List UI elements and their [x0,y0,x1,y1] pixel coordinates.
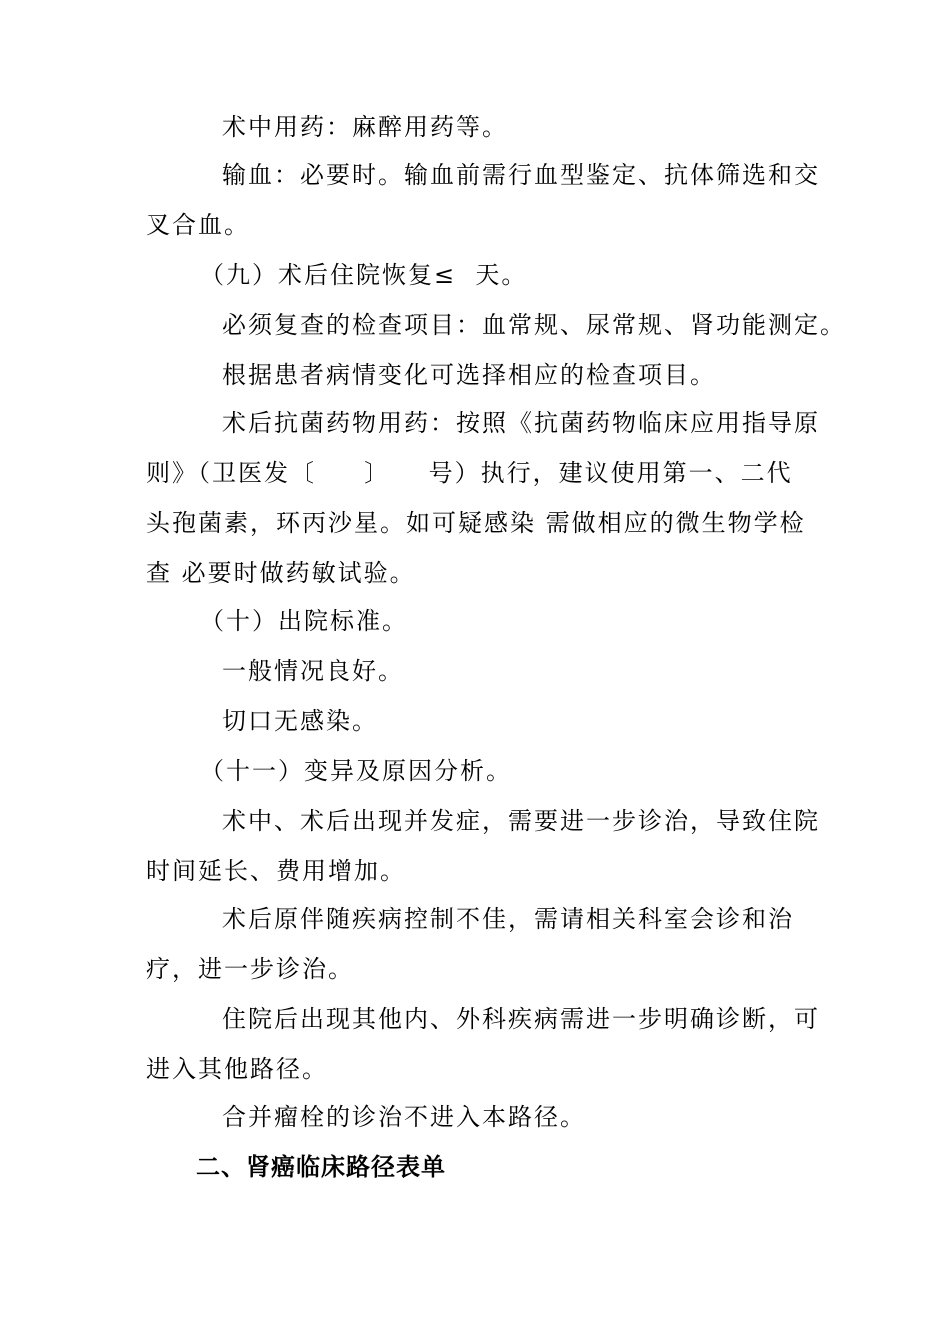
text-line-transfusion-cont: 叉合血。 [146,211,250,239]
text-line-tumor-thrombus: 合并瘤栓的诊治不进入本路径。 [222,1103,586,1131]
text-line-complications: 术中、术后出现并发症，需要进一步诊治，导致住院 [222,807,820,835]
text-line-intraop-medication: 术中用药：麻醉用药等。 [222,113,508,141]
text-line-recovery-days: （九）术后住院恢复≤ 天。 [200,261,528,289]
text-line-optional-tests: 根据患者病情变化可选择相应的检查项目。 [222,361,716,389]
text-line-transfusion: 输血：必要时。输血前需行血型鉴定、抗体筛选和交 [222,161,820,189]
text-line-antibiotics-cont-1: 则》（卫医发〔 〕 号）执行，建议使用第一、二代 [146,459,793,487]
text-line-discharge-standard: （十）出院标准。 [200,607,408,635]
text-line-antibiotics: 术后抗菌药物用药：按照《抗菌药物临床应用指导原 [222,409,820,437]
text-line-incision: 切口无感染。 [222,707,378,735]
text-line-required-tests: 必须复查的检查项目：血常规、尿常规、肾功能测定。 [222,311,846,339]
text-line-other-diseases: 住院后出现其他内、外科疾病需进一步明确诊断，可 [222,1005,820,1033]
text-line-variation-analysis: （十一）变异及原因分析。 [200,757,512,785]
text-line-antibiotics-cont-2: 头孢菌素，环丙沙星。如可疑感染 需做相应的微生物学检 [146,509,806,537]
text-line-other-diseases-cont: 进入其他路径。 [146,1055,328,1083]
text-line-general-condition: 一般情况良好。 [222,657,404,685]
text-line-complications-cont: 时间延长、费用增加。 [146,857,406,885]
text-line-comorbidity: 术后原伴随疾病控制不佳，需请相关科室会诊和治 [222,905,794,933]
text-line-comorbidity-cont: 疗，进一步诊治。 [146,955,354,983]
text-line-antibiotics-cont-3: 查 必要时做药敏试验。 [146,559,416,587]
section-heading: 二、肾癌临床路径表单 [196,1153,446,1181]
